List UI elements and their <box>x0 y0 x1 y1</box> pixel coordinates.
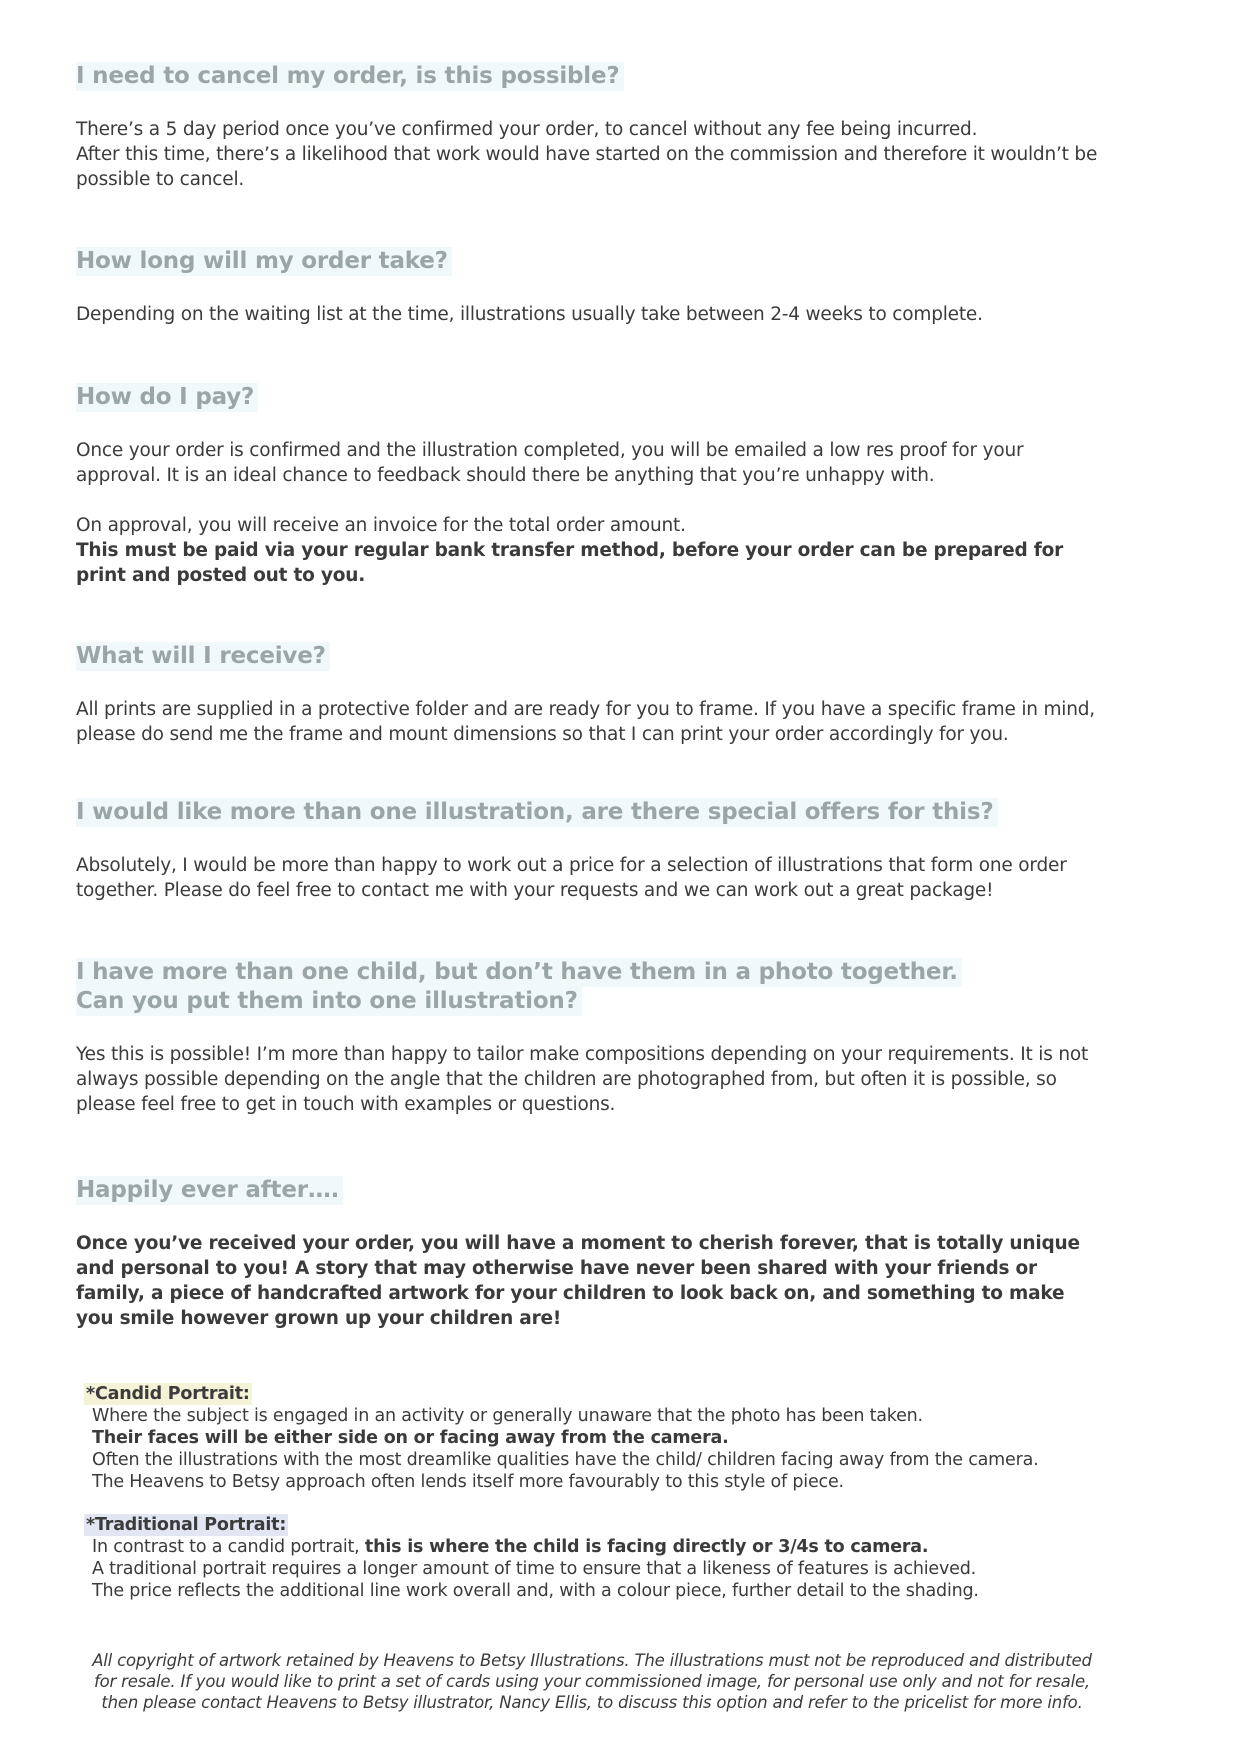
faq-question-line: Can you put them into one illustration? <box>76 987 582 1016</box>
faq-answer <box>76 438 1106 588</box>
faq-question: What will I receive? <box>76 642 330 671</box>
answer-line: Absolutely, I would be more than happy to work out a price for a selection of illustrations that form one order together. Please do feel free to contact me with your requests and we can work out a great package! <box>76 855 1067 901</box>
faq-answer <box>76 853 1106 903</box>
faq-answer <box>76 117 1106 192</box>
traditional-portrait-note <box>84 1514 1104 1602</box>
candid-portrait-tag: *Candid Portrait: <box>86 1384 250 1404</box>
note-line: Where the subject is engaged in an activity or generally unaware that the photo has been taken. <box>92 1406 923 1426</box>
answer-line: Yes this is possible! I’m more than happy to tailor make compositions depending on your requirements. It is not always possible depending on the angle that the children are photographed from, but often it is possible, so please feel free to get in touch with examples or questions. <box>76 1044 1089 1115</box>
note-line-bold: this is where the child is facing directly or 3/4s to camera. <box>364 1537 929 1557</box>
note-line: Often the illustrations with the most dreamlike qualities have the child/ children facing away from the camera. <box>92 1450 1039 1470</box>
faq-question: I would like more than one illustration, are there special offers for this? <box>76 798 998 827</box>
faq-payment <box>76 383 1106 588</box>
note-line-plain: In contrast to a candid portrait, <box>92 1537 365 1557</box>
note-line: The price reflects the additional line work overall and, with a colour piece, further detail to the shading. <box>92 1581 979 1601</box>
faq-question <box>76 958 1106 1016</box>
faq-question: Happily ever after…. <box>76 1176 343 1205</box>
answer-line: After this time, there’s a likelihood that work would have started on the commission and therefore it wouldn’t be possible to cancel. <box>76 144 1098 190</box>
traditional-portrait-tag: *Traditional Portrait: <box>86 1515 287 1535</box>
faq-question: How do I pay? <box>76 383 258 412</box>
note-line: The Heavens to Betsy approach often lends itself more favourably to this style of piece. <box>92 1472 844 1492</box>
answer-line: Once your order is confirmed and the illustration completed, you will be emailed a low res proof for your approval. It is an ideal chance to feedback should there be anything that you’re unhappy with. <box>76 440 1024 486</box>
faq-answer <box>76 697 1106 747</box>
answer-line: Once you’ve received your order, you will have a moment to cherish forever, that is totally unique and personal to you! A story that may otherwise have never been shared with your friends or family, a piece of handcrafted artwork for your children to look back on, and something to make you smile however grown up your children are! <box>76 1233 1080 1329</box>
note-line-bold: Their faces will be either side on or facing away from the camera. <box>92 1428 729 1448</box>
answer-line-bold: This must be paid via your regular bank transfer method, before your order can be prepared for print and posted out to you. <box>76 540 1064 586</box>
note-line: A traditional portrait requires a longer amount of time to ensure that a likeness of features is achieved. <box>92 1559 976 1579</box>
faq-question: How long will my order take? <box>76 247 452 276</box>
copyright-footer: All copyright of artwork retained by Heavens to Betsy Illustrations. The illustrations must not be reproduced and distributed for resale. If you would like to print a set of cards using your commissioned image, for personal use only and not for resale, then please contact Heavens to Betsy illustrator, Nancy Ellis, to discuss this option and refer to the pricelist for more info. <box>92 1651 1092 1712</box>
note-line <box>92 1536 1104 1558</box>
faq-siblings <box>76 958 1106 1117</box>
answer-line: On approval, you will receive an invoice for the total order amount. <box>76 515 686 536</box>
faq-question: I need to cancel my order, is this possible? <box>76 62 624 91</box>
candid-portrait-note <box>84 1383 1104 1493</box>
faq-cancel <box>76 62 1106 192</box>
faq-receive <box>76 642 1106 747</box>
answer-line: There’s a 5 day period once you’ve confirmed your order, to cancel without any fee being incurred. <box>76 119 978 140</box>
faq-question-line: I have more than one child, but don’t have them in a photo together. <box>76 958 962 987</box>
faq-answer <box>76 1231 1106 1331</box>
faq-answer <box>76 1042 1106 1117</box>
faq-timing <box>76 247 1106 327</box>
answer-line: Depending on the waiting list at the time, illustrations usually take between 2-4 weeks to complete. <box>76 304 983 325</box>
faq-answer <box>76 302 1106 327</box>
faq-happily <box>76 1176 1106 1331</box>
faq-multiple <box>76 798 1106 903</box>
answer-line: All prints are supplied in a protective folder and are ready for you to frame. If you have a specific frame in mind, please do send me the frame and mount dimensions so that I can print your order accordingly for you. <box>76 699 1095 745</box>
